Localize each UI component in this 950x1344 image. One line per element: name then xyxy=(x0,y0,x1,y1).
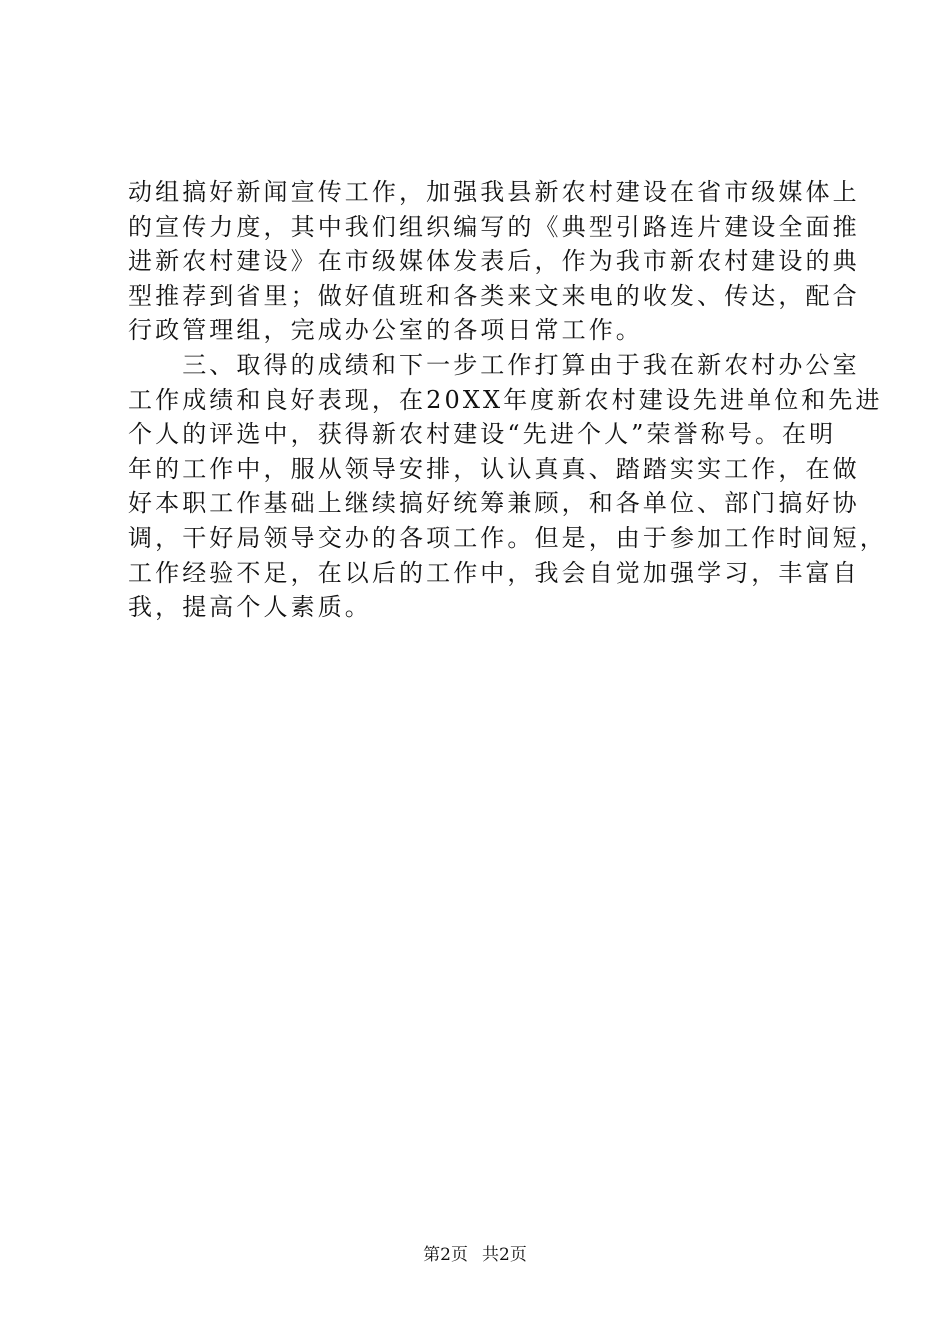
page-footer xyxy=(0,1244,950,1266)
text-line: 个人的评选中，获得新农村建设“先进个人”荣誉称号。在明 xyxy=(128,420,837,449)
text-line: 动组搞好新闻宣传工作，加强我县新农村建设在省市级媒体上 xyxy=(128,178,860,206)
text-line: 工作成绩和良好表现，在20XX年度新农村建设先进单位和先进 xyxy=(128,385,883,414)
text-line: 好本职工作基础上继续搞好统筹兼顾，和各单位、部门搞好协 xyxy=(128,489,860,518)
text-line: 年的工作中，服从领导安排，认认真真、踏踏实实工作，在做 xyxy=(128,454,860,483)
page-total: 共2页 xyxy=(482,1245,527,1265)
section-heading-line: 三、取得的成绩和下一步工作打算由于我在新农村办公室 xyxy=(128,350,860,379)
text-line: 的宣传力度，其中我们组织编写的《典型引路连片建设全面推 xyxy=(128,212,860,241)
text-line: 工作经验不足，在以后的工作中，我会自觉加强学习，丰富自 xyxy=(128,558,860,587)
text-line: 调，干好局领导交办的各项工作。但是，由于参加工作时间短， xyxy=(128,523,887,552)
text-line: 我，提高个人素质。 xyxy=(128,593,372,622)
text-line: 型推荐到省里；做好值班和各类来文来电的收发、传达，配合 xyxy=(128,281,860,310)
document-body xyxy=(128,175,887,625)
text-line: 行政管理组，完成办公室的各项日常工作。 xyxy=(128,316,643,345)
text-line: 进新农村建设》在市级媒体发表后，作为我市新农村建设的典 xyxy=(128,247,860,276)
page-number: 第2页 xyxy=(423,1245,468,1265)
